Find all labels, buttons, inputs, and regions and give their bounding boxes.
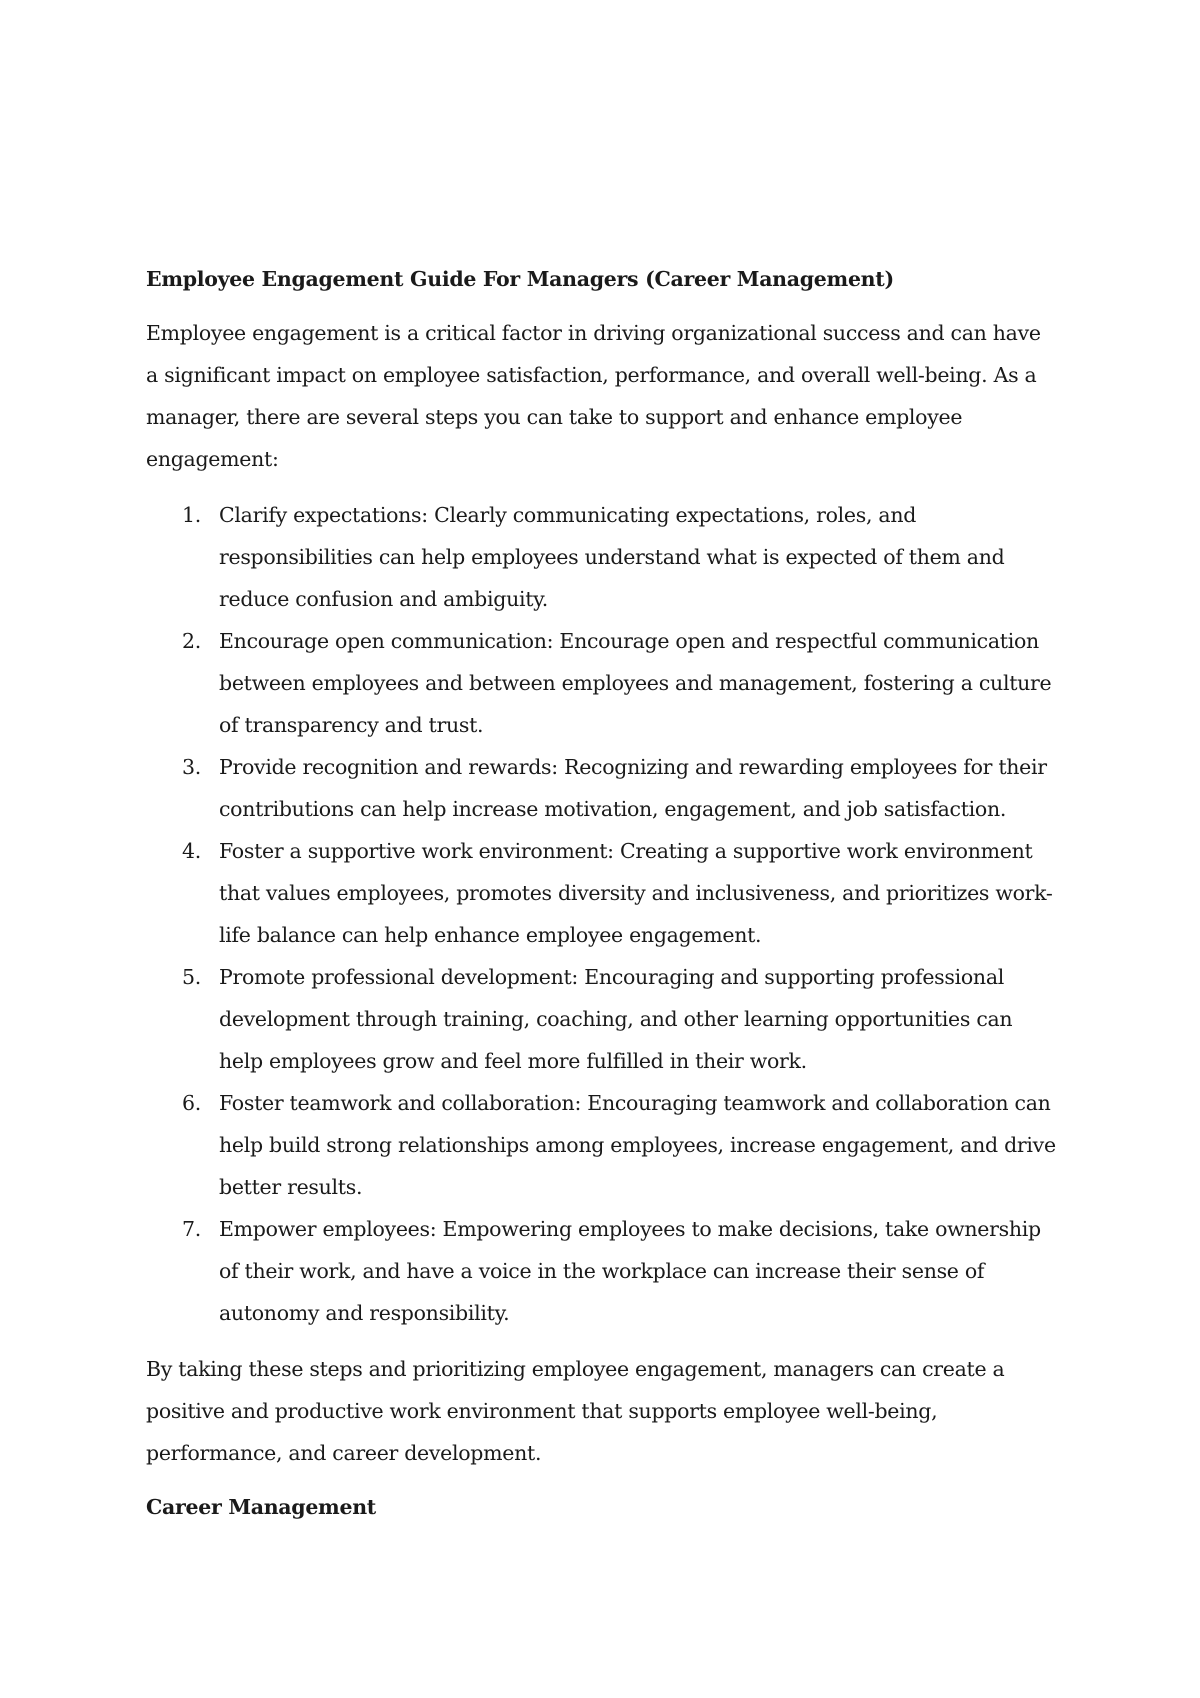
section-heading: Career Management xyxy=(146,1495,376,1519)
list-item xyxy=(146,1082,1056,1208)
list-item xyxy=(146,746,1056,830)
list-item xyxy=(146,494,1056,620)
list-item-text: Provide recognition and rewards: Recognizing and rewarding employees for their contributions can help increase motivation, engagement, and job satisfaction. xyxy=(219,755,1047,821)
list-item-number: 1. xyxy=(182,503,201,527)
list-item-text: Empower employees: Empowering employees to make decisions, take ownership of their work, and have a voice in the workplace can increase their sense of autonomy and responsibility. xyxy=(219,1217,1041,1325)
steps-list xyxy=(146,494,1056,1334)
list-item xyxy=(146,956,1056,1082)
list-item-number: 6. xyxy=(182,1091,201,1115)
list-item-text: Clarify expectations: Clearly communicating expectations, roles, and responsibilities can help employees understand what is expected of them and reduce confusion and ambiguity. xyxy=(219,503,1005,611)
list-item xyxy=(146,620,1056,746)
list-item-number: 2. xyxy=(182,629,201,653)
list-item xyxy=(146,830,1056,956)
document-body xyxy=(146,258,1056,1528)
list-item-text: Foster teamwork and collaboration: Encouraging teamwork and collaboration can help build strong relationships among employees, increase engagement, and drive better results. xyxy=(219,1091,1056,1199)
list-item-text: Foster a supportive work environment: Creating a supportive work environment that values employees, promotes diversity and inclusiveness, and prioritizes work-life balance can help enhance employee engagement. xyxy=(219,839,1053,947)
document-title: Employee Engagement Guide For Managers (Career Management) xyxy=(146,267,894,291)
list-item-text: Promote professional development: Encouraging and supporting professional development through training, coaching, and other learning opportunities can help employees grow and feel more fulfilled in their work. xyxy=(219,965,1013,1073)
list-item-number: 7. xyxy=(182,1217,201,1241)
list-item-number: 5. xyxy=(182,965,201,989)
list-item-number: 4. xyxy=(182,839,201,863)
list-item-text: Encourage open communication: Encourage open and respectful communication between employees and between employees and management, fostering a culture of transparency and trust. xyxy=(219,629,1052,737)
list-item xyxy=(146,1208,1056,1334)
list-item-number: 3. xyxy=(182,755,201,779)
intro-paragraph: Employee engagement is a critical factor in driving organizational success and can have a significant impact on employee satisfaction, performance, and overall well-being. As a manager, there are several steps you can take to support and enhance employee engagement: xyxy=(146,321,1041,471)
closing-paragraph: By taking these steps and prioritizing employee engagement, managers can create a positive and productive work environment that supports employee well-being, performance, and career development. xyxy=(146,1357,1005,1465)
